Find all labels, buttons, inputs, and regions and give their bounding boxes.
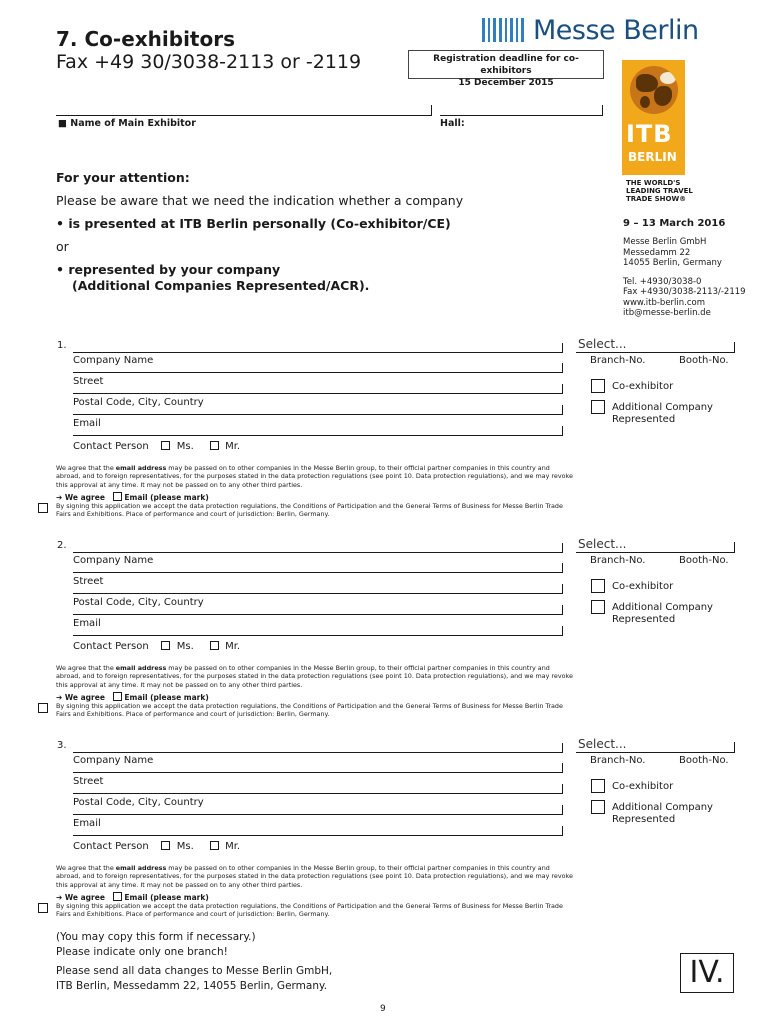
branch-select[interactable]: Select...	[578, 737, 627, 751]
deadline-box	[408, 50, 604, 88]
we-agree-label: ➔ We agree	[56, 893, 105, 902]
email-label: Email	[73, 418, 101, 429]
itb-logo-text: ITB	[626, 120, 673, 148]
ms-checkbox[interactable]	[161, 841, 170, 850]
additional-company-label: Additional Company Represented	[612, 802, 713, 825]
page-number: 9	[380, 1004, 386, 1014]
branch-no-label: Branch-No.	[590, 755, 646, 766]
page-title: 7. Co-exhibitors	[56, 27, 235, 51]
mr-checkbox[interactable]	[210, 441, 219, 450]
select-line-end	[734, 342, 735, 353]
contact-person-row	[73, 441, 240, 452]
branch-no-label: Branch-No.	[590, 355, 646, 366]
street-label: Street	[73, 576, 104, 587]
select-line	[576, 352, 734, 353]
contact-person-row	[73, 841, 240, 852]
contact-block	[623, 237, 746, 319]
select-line-end	[734, 542, 735, 553]
hall-line-end	[602, 105, 603, 116]
we-agree-label: ➔ We agree	[56, 693, 105, 702]
co-exhibitor-entry-3	[0, 737, 770, 940]
co-exhibitor-label: Co-exhibitor	[612, 781, 674, 792]
fax-number: Fax +49 30/3038-2113 or -2119	[56, 51, 362, 73]
booth-no-label: Booth-No.	[679, 355, 729, 366]
logo-text: Messe Berlin	[533, 15, 699, 46]
company-name-input[interactable]	[73, 752, 563, 753]
terms-text: By signing this application we accept the data protection regulations, the Conditions of Participation and the General Terms of Business for Messe Berlin Trade Fairs and Exhibitions. Place of performance and court of jurisdiction: Berlin, Germany.	[56, 902, 563, 919]
co-exhibitor-checkbox[interactable]	[591, 579, 605, 593]
attention-intro: Please be aware that we need the indication whether a company	[56, 193, 464, 208]
contact-person-input[interactable]	[73, 835, 563, 836]
messe-berlin-logo-icon	[482, 18, 524, 42]
branch-no-label: Branch-No.	[590, 555, 646, 566]
additional-company-label: Additional Company Represented	[612, 402, 713, 425]
footer-branch-note: Please indicate only one branch!	[56, 946, 228, 958]
email-mark-label: Email (please mark)	[124, 493, 209, 502]
deadline-label: Registration deadline for co-exhibitors	[433, 54, 579, 76]
co-exhibitor-label: Co-exhibitor	[612, 581, 674, 592]
email-consent-text: We agree that the email address may be passed on to other companies in the Messe Berlin group, to their official partner companies in this country and abroad, and to foreign representatives, for the purposes stated in the data protection regulations (see point 10. Data protection regulations), and we may revoke this approval at any time. It may not be passed on to any other third parties.	[56, 664, 573, 689]
hall-label: Hall:	[440, 118, 465, 129]
contact-web: www.itb-berlin.com	[623, 297, 706, 308]
ms-checkbox[interactable]	[161, 641, 170, 650]
attention-heading: For your attention:	[56, 170, 190, 185]
main-exhibitor-label: ■ Name of Main Exhibitor	[58, 118, 196, 129]
postal-label: Postal Code, City, Country	[73, 597, 204, 608]
company-name-label: Company Name	[73, 555, 154, 566]
contact-tel: Tel. +4930/3038-0	[623, 276, 702, 287]
terms-text: By signing this application we accept the data protection regulations, the Conditions of Participation and the General Terms of Business for Messe Berlin Trade Fairs and Exhibitions. Place of performance and court of jurisdiction: Berlin, Germany.	[56, 702, 563, 719]
deadline-date: 15 December 2015	[458, 78, 554, 88]
email-consent-checkbox[interactable]	[113, 492, 122, 501]
additional-company-label: Additional Company Represented	[612, 602, 713, 625]
contact-person-label: Contact Person	[73, 841, 149, 852]
postal-label: Postal Code, City, Country	[73, 397, 204, 408]
additional-company-checkbox[interactable]	[591, 800, 605, 814]
postal-label: Postal Code, City, Country	[73, 797, 204, 808]
street-label: Street	[73, 376, 104, 387]
email-input[interactable]	[73, 814, 563, 815]
postal-input[interactable]	[73, 793, 563, 794]
contact-person-label: Contact Person	[73, 641, 149, 652]
we-agree-row	[56, 692, 209, 702]
attention-option-ce: • is presented at ITB Berlin personally (Co-exhibitor/CE)	[56, 216, 451, 231]
email-label: Email	[73, 818, 101, 829]
footer-copy-note: (You may copy this form if necessary.)	[56, 931, 256, 943]
additional-company-checkbox[interactable]	[591, 600, 605, 614]
footer-send-note: Please send all data changes to Messe Berlin GmbH,	[56, 965, 333, 977]
contact-street: Messedamm 22	[623, 247, 691, 258]
berlin-logo-text: BERLIN	[628, 150, 677, 164]
we-agree-label: ➔ We agree	[56, 493, 105, 502]
street-input[interactable]	[73, 372, 563, 373]
mr-checkbox[interactable]	[210, 841, 219, 850]
mr-label: Mr.	[225, 641, 241, 652]
branch-select[interactable]: Select...	[578, 337, 627, 351]
co-exhibitor-entry-2	[0, 537, 770, 740]
terms-text: By signing this application we accept the data protection regulations, the Conditions of Participation and the General Terms of Business for Messe Berlin Trade Fairs and Exhibitions. Place of performance and court of jurisdiction: Berlin, Germany.	[56, 502, 563, 519]
itb-tagline: THE WORLD'S LEADING TRAVEL TRADE SHOW®	[626, 179, 693, 203]
booth-no-label: Booth-No.	[679, 755, 729, 766]
select-line-end	[734, 742, 735, 753]
postal-input[interactable]	[73, 593, 563, 594]
footer-notes	[56, 930, 332, 994]
terms-checkbox[interactable]	[38, 503, 48, 513]
mr-checkbox[interactable]	[210, 641, 219, 650]
main-exhibitor-line[interactable]	[56, 115, 432, 116]
co-exhibitor-label: Co-exhibitor	[612, 381, 674, 392]
attention-or: or	[56, 239, 69, 254]
entry-number: 3.	[57, 740, 67, 751]
ms-label: Ms.	[176, 441, 194, 452]
ms-checkbox[interactable]	[161, 441, 170, 450]
ms-label: Ms.	[176, 641, 194, 652]
footer-address: ITB Berlin, Messedamm 22, 14055 Berlin, Germany.	[56, 980, 328, 992]
attention-option-acr: • represented by your company (Additional Companies Represented/ACR).	[56, 262, 370, 293]
email-consent-text: We agree that the email address may be passed on to other companies in the Messe Berlin group, to their official partner companies in this country and abroad, and to foreign representatives, for the purposes stated in the data protection regulations (see point 10. Data protection regulations), and we may revoke this approval at any time. It may not be passed on to any other third parties.	[56, 864, 573, 889]
contact-person-input[interactable]	[73, 635, 563, 636]
email-mark-label: Email (please mark)	[124, 893, 209, 902]
terms-checkbox[interactable]	[38, 703, 48, 713]
ms-label: Ms.	[176, 841, 194, 852]
section-number-box: IV.	[680, 953, 734, 993]
email-label: Email	[73, 618, 101, 629]
co-exhibitor-checkbox[interactable]	[591, 379, 605, 393]
mr-label: Mr.	[225, 441, 241, 452]
email-input[interactable]	[73, 414, 563, 415]
contact-person-row	[73, 641, 240, 652]
co-exhibitor-entry-1	[0, 337, 770, 540]
email-consent-checkbox[interactable]	[113, 692, 122, 701]
street-input[interactable]	[73, 572, 563, 573]
event-dates: 9 – 13 March 2016	[623, 218, 726, 229]
booth-no-label: Booth-No.	[679, 555, 729, 566]
company-name-label: Company Name	[73, 355, 154, 366]
contact-city: 14055 Berlin, Germany	[623, 258, 722, 268]
email-consent-text: We agree that the email address may be passed on to other companies in the Messe Berlin group, to their official partner companies in this country and abroad, and to foreign representatives, for the purposes stated in the data protection regulations (see point 10. Data protection regulations), and we may revoke this approval at any time. It may not be passed on to any other third parties.	[56, 464, 573, 489]
company-name-label: Company Name	[73, 755, 154, 766]
select-line	[576, 552, 734, 553]
street-input[interactable]	[73, 772, 563, 773]
company-name-input[interactable]	[73, 352, 563, 353]
additional-company-checkbox[interactable]	[591, 400, 605, 414]
street-label: Street	[73, 776, 104, 787]
contact-company: Messe Berlin GmbH	[623, 237, 707, 247]
contact-person-label: Contact Person	[73, 441, 149, 452]
entry-number: 1.	[57, 340, 67, 351]
company-name-input[interactable]	[73, 552, 563, 553]
mr-label: Mr.	[225, 841, 241, 852]
entry-number: 2.	[57, 540, 67, 551]
we-agree-row	[56, 892, 209, 902]
branch-select[interactable]: Select...	[578, 537, 627, 551]
we-agree-row	[56, 492, 209, 502]
email-input[interactable]	[73, 614, 563, 615]
contact-fax: Fax +4930/3038-2113/-2119	[623, 287, 746, 297]
email-mark-label: Email (please mark)	[124, 693, 209, 702]
co-exhibitor-checkbox[interactable]	[591, 779, 605, 793]
email-consent-checkbox[interactable]	[113, 892, 122, 901]
postal-input[interactable]	[73, 393, 563, 394]
terms-checkbox[interactable]	[38, 903, 48, 913]
globe-icon	[630, 66, 678, 114]
contact-email: itb@messe-berlin.de	[623, 308, 711, 318]
main-exhibitor-line-end	[431, 105, 432, 116]
select-line	[576, 752, 734, 753]
hall-line[interactable]	[440, 115, 603, 116]
contact-person-input[interactable]	[73, 435, 563, 436]
